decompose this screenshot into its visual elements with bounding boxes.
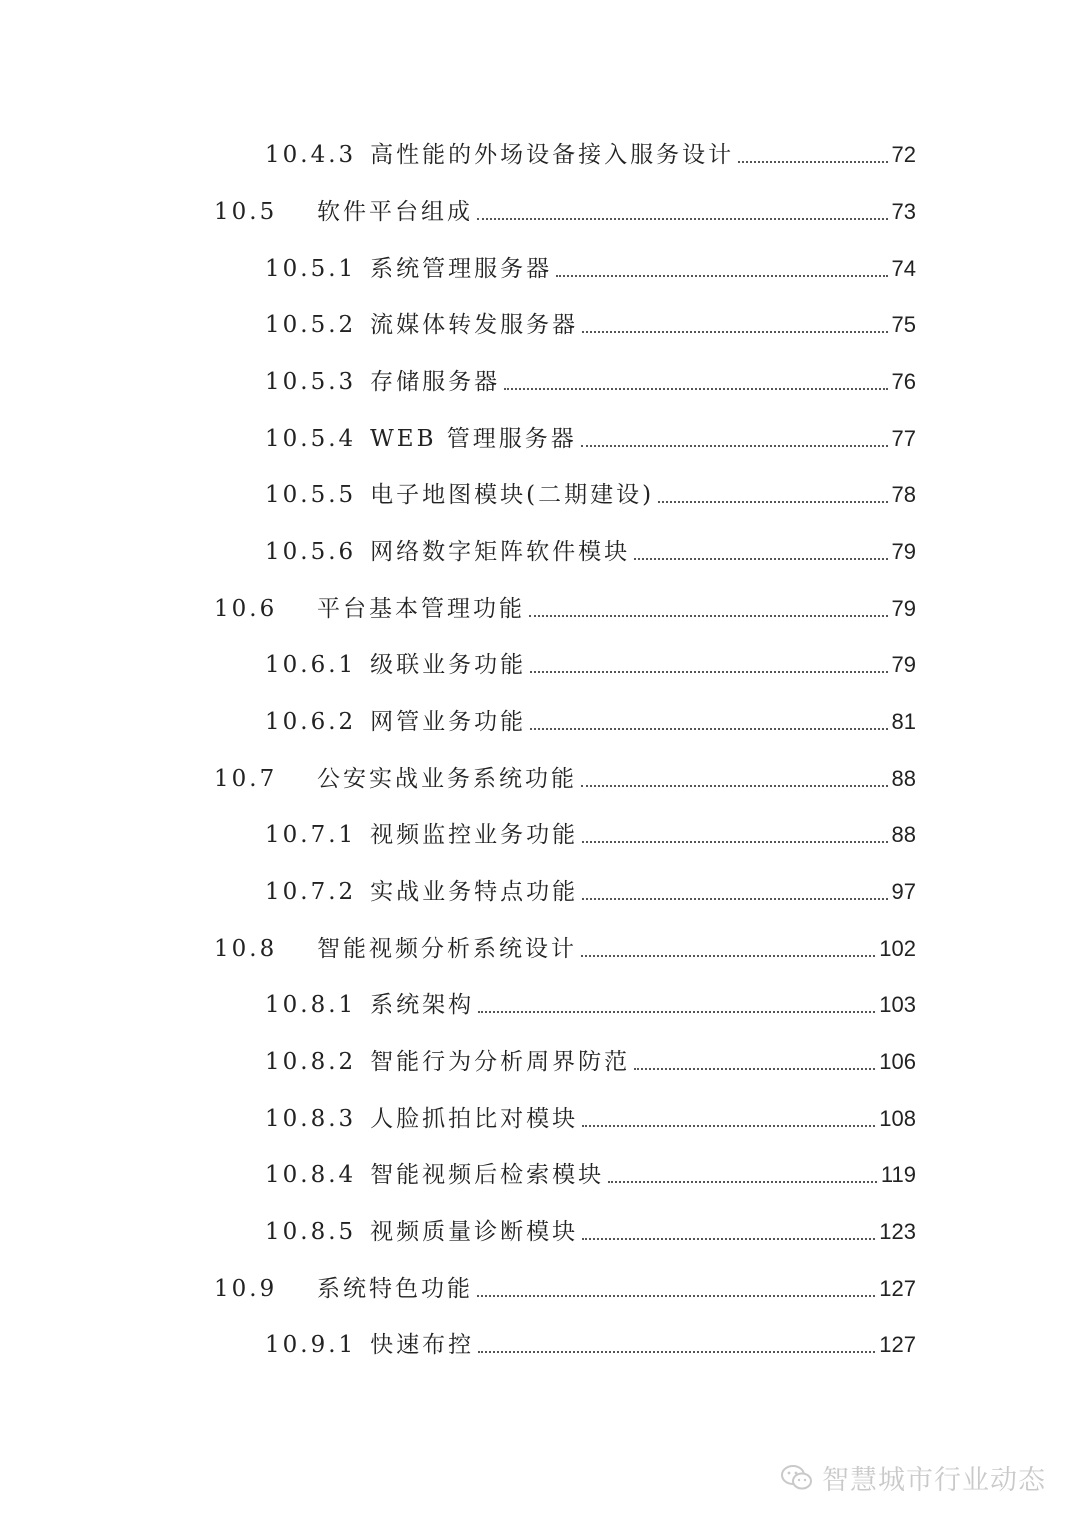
toc-entry-10-5-6[interactable] xyxy=(265,527,916,567)
toc-leader xyxy=(581,445,888,447)
toc-number: 10.4.3 xyxy=(265,142,357,168)
toc-page-number: 74 xyxy=(891,256,916,281)
toc-page-number: 79 xyxy=(891,652,916,677)
toc-entry-10-8-1[interactable] xyxy=(265,980,916,1020)
toc-entry-10-9-1[interactable] xyxy=(265,1320,916,1360)
toc-title: 人脸抓拍比对模块 xyxy=(370,1106,579,1132)
toc-page-number: 88 xyxy=(891,766,916,791)
toc-leader xyxy=(582,1125,875,1127)
toc-leader xyxy=(581,955,875,957)
toc-number: 10.5.4 xyxy=(265,426,357,452)
toc-page-number: 77 xyxy=(891,426,916,451)
toc-entry-10-8[interactable] xyxy=(214,924,916,964)
toc-number: 10.5.1 xyxy=(265,256,357,282)
toc-page-number: 75 xyxy=(891,312,916,337)
toc-number: 10.9.1 xyxy=(265,1332,357,1358)
toc-number: 10.7 xyxy=(214,766,278,792)
toc-leader xyxy=(504,388,887,390)
toc-entry-10-4-3[interactable] xyxy=(265,130,916,170)
toc-title: 实战业务特点功能 xyxy=(370,879,579,905)
toc-title: 网络数字矩阵软件模块 xyxy=(370,539,631,565)
toc-leader xyxy=(582,1238,875,1240)
toc-title: 公安实战业务系统功能 xyxy=(317,766,577,792)
toc-page-number: 81 xyxy=(891,709,916,734)
toc-leader xyxy=(529,615,888,617)
toc-leader xyxy=(608,1181,877,1183)
wechat-icon xyxy=(780,1463,814,1493)
toc-number: 10.5 xyxy=(214,199,278,225)
toc-title: 系统特色功能 xyxy=(317,1276,473,1302)
toc-entry-10-8-2[interactable] xyxy=(265,1037,916,1077)
toc-number: 10.6.1 xyxy=(265,652,357,678)
toc-title: 快速布控 xyxy=(370,1332,475,1358)
toc-number: 10.6.2 xyxy=(265,709,357,735)
toc-page-number: 127 xyxy=(879,1332,916,1357)
toc-leader xyxy=(581,785,888,787)
toc-entry-10-6[interactable] xyxy=(214,584,916,624)
toc-title: 系统架构 xyxy=(370,992,475,1018)
toc-number: 10.5.5 xyxy=(265,482,357,508)
toc-title: 智能行为分析周界防范 xyxy=(370,1049,631,1075)
toc-number: 10.8.3 xyxy=(265,1106,357,1132)
toc-leader xyxy=(478,1011,875,1013)
watermark xyxy=(780,1458,1046,1497)
toc-page-number: 102 xyxy=(879,936,916,961)
toc-title: 电子地图模块(二期建设) xyxy=(370,482,655,508)
toc-title: 视频质量诊断模块 xyxy=(370,1219,579,1245)
toc-leader xyxy=(477,1295,875,1297)
toc-entry-10-5-3[interactable] xyxy=(265,357,916,397)
toc-title: 软件平台组成 xyxy=(317,199,473,225)
toc-leader xyxy=(530,671,887,673)
toc-entry-10-8-3[interactable] xyxy=(265,1094,916,1134)
toc-leader xyxy=(477,218,888,220)
toc-entry-10-5[interactable] xyxy=(214,187,916,227)
toc-title: 级联业务功能 xyxy=(370,652,527,678)
toc-number: 10.6 xyxy=(214,596,278,622)
toc-page-number: 97 xyxy=(891,879,916,904)
toc-title: 智能视频分析系统设计 xyxy=(317,936,577,962)
toc-number: 10.9 xyxy=(214,1276,278,1302)
toc-title: 平台基本管理功能 xyxy=(317,596,525,622)
toc-leader xyxy=(530,728,887,730)
toc-leader xyxy=(738,161,887,163)
toc-title: WEB 管理服务器 xyxy=(370,426,577,452)
toc-leader xyxy=(556,275,887,277)
toc-page-number: 123 xyxy=(879,1219,916,1244)
toc-entry-10-5-2[interactable] xyxy=(265,300,916,340)
toc-leader xyxy=(658,501,887,503)
toc-number: 10.8.5 xyxy=(265,1219,357,1245)
toc-page-number: 76 xyxy=(891,369,916,394)
toc-number: 10.8.4 xyxy=(265,1162,357,1188)
toc-number: 10.8.1 xyxy=(265,992,357,1018)
toc-title: 网管业务功能 xyxy=(370,709,527,735)
toc-page-number: 73 xyxy=(891,199,916,224)
toc-leader xyxy=(478,1351,875,1353)
toc-page-number: 103 xyxy=(879,992,916,1017)
toc-entry-10-8-5[interactable] xyxy=(265,1207,916,1247)
toc-leader xyxy=(634,1068,875,1070)
toc-number: 10.5.2 xyxy=(265,312,357,338)
toc-leader xyxy=(582,331,887,333)
toc-entry-10-5-5[interactable] xyxy=(265,470,916,510)
toc-number: 10.5.3 xyxy=(265,369,357,395)
toc-title: 高性能的外场设备接入服务设计 xyxy=(370,142,735,168)
toc-title: 系统管理服务器 xyxy=(370,256,553,282)
toc-page-number: 88 xyxy=(891,822,916,847)
toc-page-number: 79 xyxy=(891,596,916,621)
toc-title: 流媒体转发服务器 xyxy=(370,312,579,338)
toc-leader xyxy=(582,898,887,900)
toc-entry-10-8-4[interactable] xyxy=(265,1150,916,1190)
toc-entry-10-7-1[interactable] xyxy=(265,810,916,850)
toc-page-number: 108 xyxy=(879,1106,916,1131)
toc-number: 10.8 xyxy=(214,936,278,962)
toc-entry-10-5-1[interactable] xyxy=(265,244,916,284)
toc-entry-10-7-2[interactable] xyxy=(265,867,916,907)
toc-leader xyxy=(582,841,887,843)
toc-number: 10.7.2 xyxy=(265,879,357,905)
toc-page-number: 119 xyxy=(880,1162,916,1187)
toc-page-number: 72 xyxy=(891,142,916,167)
toc-page-number: 106 xyxy=(879,1049,916,1074)
toc-number: 10.8.2 xyxy=(265,1049,357,1075)
toc-number: 10.5.6 xyxy=(265,539,357,565)
toc-entry-10-6-1[interactable] xyxy=(265,640,916,680)
toc-number: 10.7.1 xyxy=(265,822,357,848)
toc-page-number: 79 xyxy=(891,539,916,564)
toc-title: 存储服务器 xyxy=(370,369,501,395)
toc-entry-10-7[interactable] xyxy=(214,754,916,794)
toc-title: 视频监控业务功能 xyxy=(370,822,579,848)
toc-page-number: 78 xyxy=(891,482,916,507)
toc-leader xyxy=(634,558,887,560)
toc-title: 智能视频后检索模块 xyxy=(370,1162,605,1188)
watermark-text: 智慧城市行业动态 xyxy=(822,1465,1046,1496)
toc-page-number: 127 xyxy=(879,1276,916,1301)
toc-entry-10-6-2[interactable] xyxy=(265,697,916,737)
toc-entry-10-5-4[interactable] xyxy=(265,414,916,454)
toc-entry-10-9[interactable] xyxy=(214,1264,916,1304)
